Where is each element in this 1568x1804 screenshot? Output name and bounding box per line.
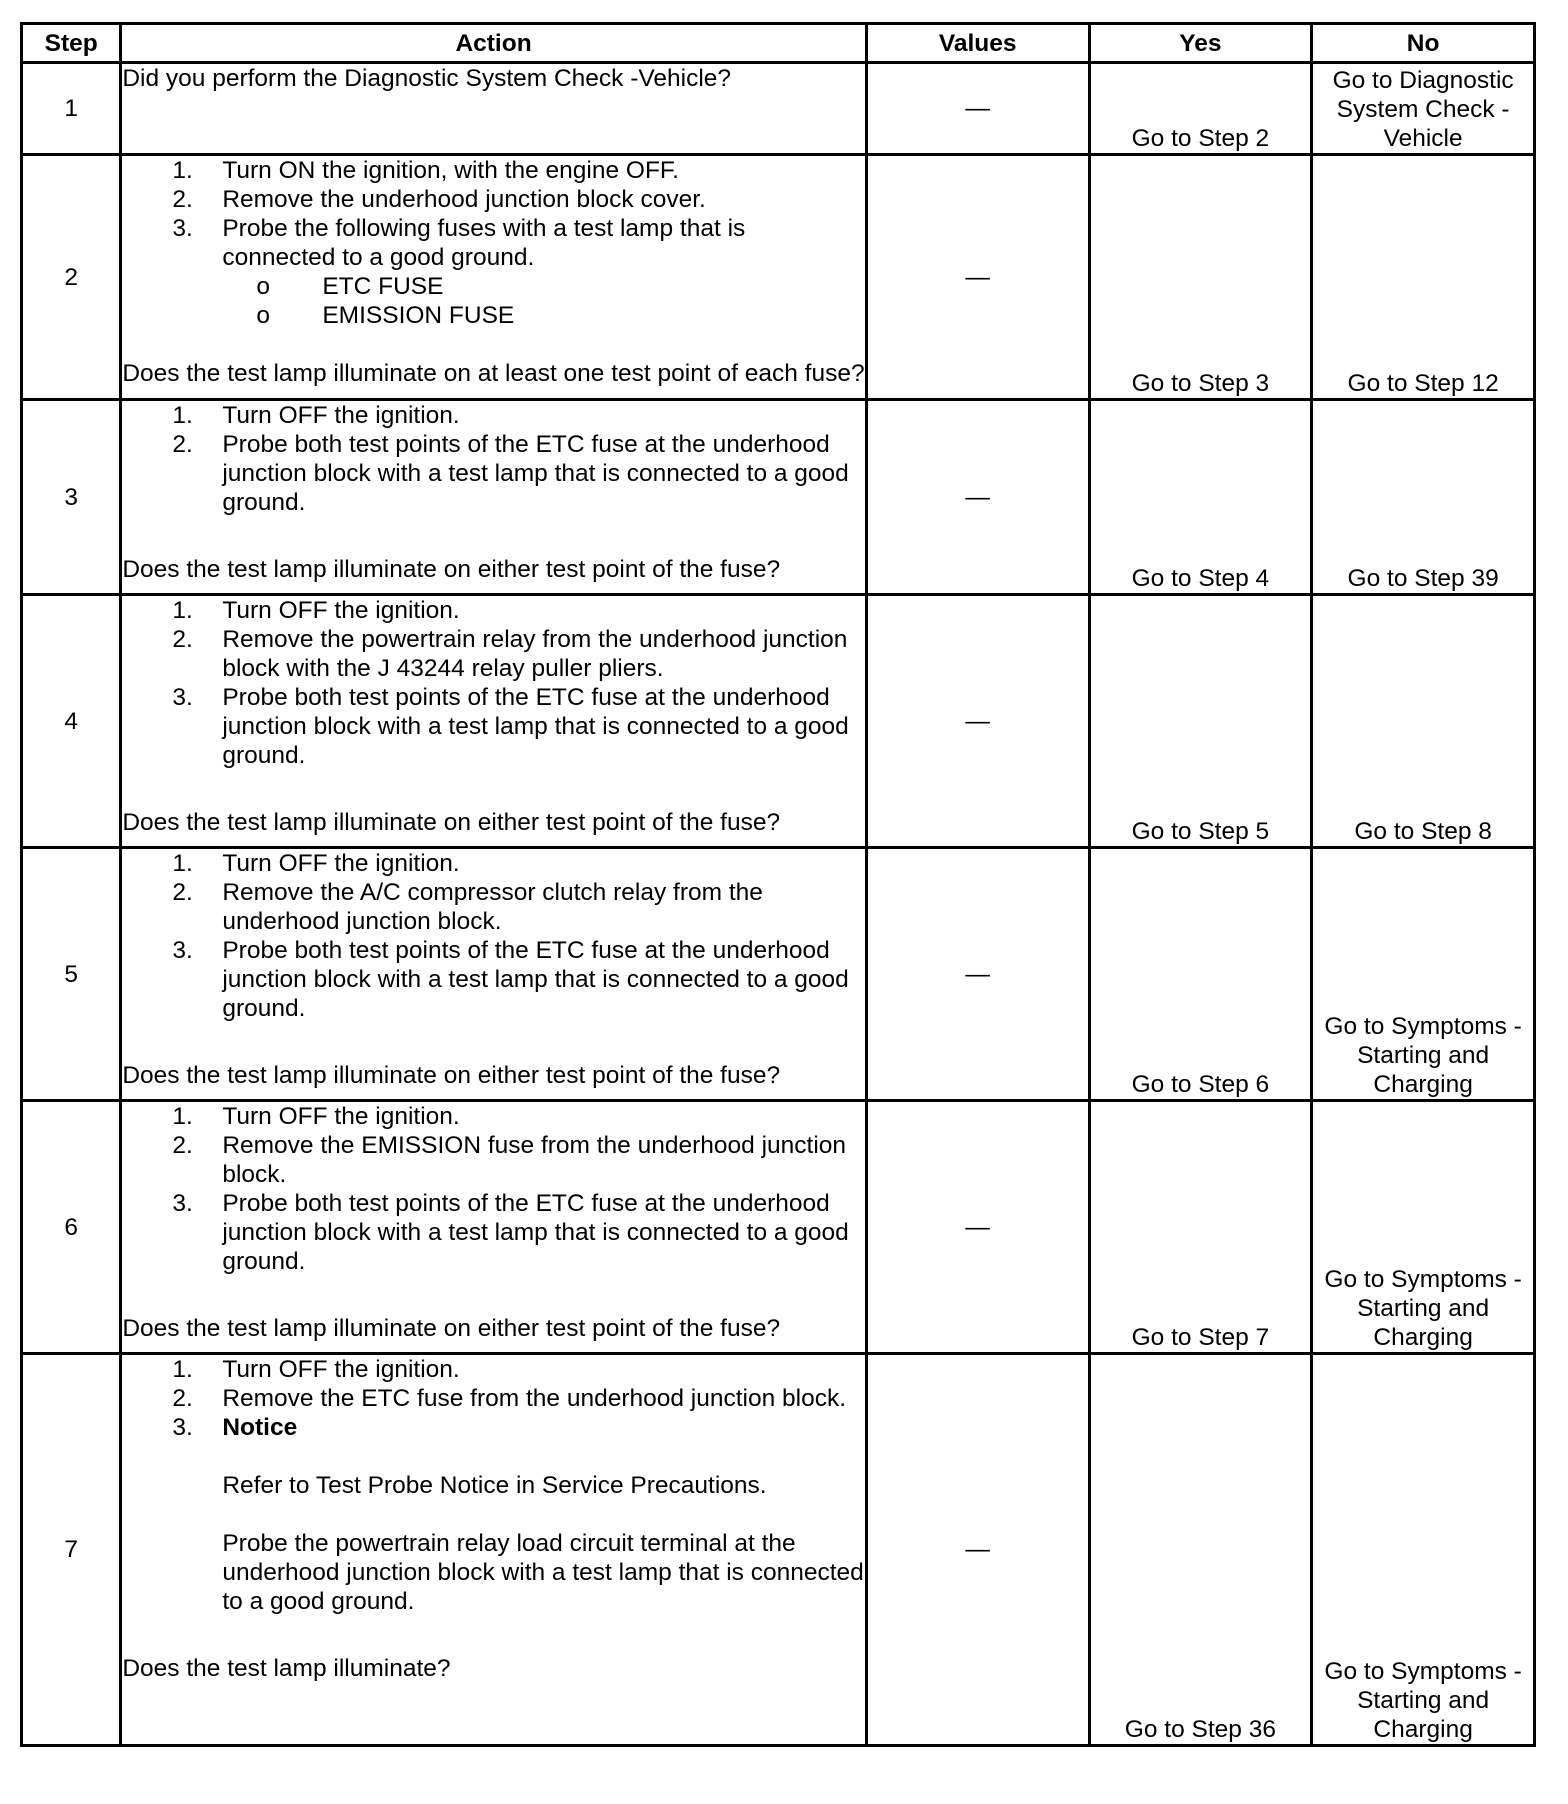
action-step: 1. Turn ON the ignition, with the engine OFF. xyxy=(172,157,679,184)
header-yes: Yes xyxy=(1089,24,1312,63)
action-cell xyxy=(121,63,866,155)
step-number: 1 xyxy=(22,63,121,155)
action-question: Does the test lamp illuminate on either test point of the fuse? xyxy=(122,809,781,836)
no-cell: Go to Step 8 xyxy=(1312,595,1535,848)
table-row xyxy=(22,848,1535,1101)
step-number: 4 xyxy=(22,595,121,848)
action-question: Did you perform the Diagnostic System Check -Vehicle? xyxy=(122,65,732,92)
action-step: 1. Turn OFF the ignition. xyxy=(172,850,460,877)
yes-cell: Go to Step 5 xyxy=(1089,595,1312,848)
yes-cell: Go to Step 4 xyxy=(1089,400,1312,595)
header-values: Values xyxy=(866,24,1089,63)
notice-text: Refer to Test Probe Notice in Service Precautions. xyxy=(222,1472,767,1499)
values-cell: — xyxy=(866,155,1089,400)
no-cell: Go to Symptoms - Starting and Charging xyxy=(1312,1101,1535,1354)
fuse-item: o EMISSION FUSE xyxy=(256,302,515,329)
values-cell: — xyxy=(866,848,1089,1101)
action-cell xyxy=(121,1101,866,1354)
yes-cell: Go to Step 2 xyxy=(1089,63,1312,155)
action-step: 3. Probe both test points of the ETC fuse at the underhood junction block with a test lamp that is connected to a good ground. xyxy=(172,937,849,1022)
yes-cell: Go to Step 7 xyxy=(1089,1101,1312,1354)
action-cell xyxy=(121,155,866,400)
action-step: 2. Remove the EMISSION fuse from the underhood junction block. xyxy=(172,1132,847,1188)
values-cell: — xyxy=(866,63,1089,155)
action-step: 3. Probe the following fuses with a test lamp that is connected to a good ground. o ETC FUSE o EMISSION FUSE xyxy=(122,214,864,330)
header-row xyxy=(22,24,1535,63)
step-number: 5 xyxy=(22,848,121,1101)
no-cell: Go to Step 12 xyxy=(1312,155,1535,400)
table-row xyxy=(22,1101,1535,1354)
table-row xyxy=(22,63,1535,155)
values-cell: — xyxy=(866,1101,1089,1354)
action-question: Does the test lamp illuminate on either test point of the fuse? xyxy=(122,556,781,583)
step-number: 6 xyxy=(22,1101,121,1354)
values-cell: — xyxy=(866,1354,1089,1746)
values-cell: — xyxy=(866,595,1089,848)
action-steps xyxy=(122,1102,864,1276)
action-step: 2. Probe both test points of the ETC fuse at the underhood junction block with a test lamp that is connected to a good ground. xyxy=(172,431,849,516)
action-cell xyxy=(121,400,866,595)
action-step: 2. Remove the powertrain relay from the underhood junction block with the J 43244 relay puller pliers. xyxy=(172,626,848,682)
fuse-list xyxy=(222,272,864,330)
action-step: 2. Remove the underhood junction block cover. xyxy=(172,186,706,213)
action-step: 2. Remove the A/C compressor clutch relay from the underhood junction block. xyxy=(172,879,763,935)
action-steps xyxy=(122,401,864,517)
action-step: 3. Notice Refer to Test Probe Notice in Service Precautions. Probe the powertrain relay load circuit terminal at the underhood junction block with a test lamp that is connected to a good ground. xyxy=(172,1414,864,1615)
step-number: 2 xyxy=(22,155,121,400)
probe-text: Probe the powertrain relay load circuit terminal at the underhood junction block with a test lamp that is connected to a good ground. xyxy=(222,1530,864,1615)
yes-cell: Go to Step 3 xyxy=(1089,155,1312,400)
action-step: 1. Turn OFF the ignition. xyxy=(172,1356,460,1383)
action-steps xyxy=(122,1355,864,1616)
header-action: Action xyxy=(121,24,866,63)
no-cell: Go to Step 39 xyxy=(1312,400,1535,595)
header-no: No xyxy=(1312,24,1535,63)
action-step: 1. Turn OFF the ignition. xyxy=(172,402,460,429)
yes-cell: Go to Step 6 xyxy=(1089,848,1312,1101)
action-step: 1. Turn OFF the ignition. xyxy=(172,1103,460,1130)
action-steps xyxy=(122,596,864,770)
no-cell: Go to Symptoms - Starting and Charging xyxy=(1312,848,1535,1101)
notice-label: Notice xyxy=(222,1414,298,1441)
action-step: 3. Probe both test points of the ETC fuse at the underhood junction block with a test lamp that is connected to a good ground. xyxy=(172,1190,849,1275)
action-cell xyxy=(121,1354,866,1746)
yes-cell: Go to Step 36 xyxy=(1089,1354,1312,1746)
action-step: 1. Turn OFF the ignition. xyxy=(172,597,460,624)
action-step: 3. Probe both test points of the ETC fuse at the underhood junction block with a test lamp that is connected to a good ground. xyxy=(172,684,849,769)
no-cell: Go to Symptoms - Starting and Charging xyxy=(1312,1354,1535,1746)
action-question: Does the test lamp illuminate on at least one test point of each fuse? xyxy=(122,360,865,387)
action-steps xyxy=(122,849,864,1023)
values-cell: — xyxy=(866,400,1089,595)
header-step: Step xyxy=(22,24,121,63)
table-row xyxy=(22,400,1535,595)
fuse-item: o ETC FUSE xyxy=(256,273,444,300)
table-row xyxy=(22,155,1535,400)
table-row xyxy=(22,595,1535,848)
action-steps xyxy=(122,156,864,330)
action-question: Does the test lamp illuminate on either test point of the fuse? xyxy=(122,1315,781,1342)
action-step: 2. Remove the ETC fuse from the underhood junction block. xyxy=(172,1385,847,1412)
step-number: 7 xyxy=(22,1354,121,1746)
step-number: 3 xyxy=(22,400,121,595)
action-question: Does the test lamp illuminate? xyxy=(122,1655,451,1682)
no-cell: Go to Diagnostic System Check - Vehicle xyxy=(1312,63,1535,155)
diagnostic-table xyxy=(20,22,1536,1747)
action-question: Does the test lamp illuminate on either test point of the fuse? xyxy=(122,1062,781,1089)
table-row xyxy=(22,1354,1535,1746)
action-cell xyxy=(121,848,866,1101)
action-cell xyxy=(121,595,866,848)
